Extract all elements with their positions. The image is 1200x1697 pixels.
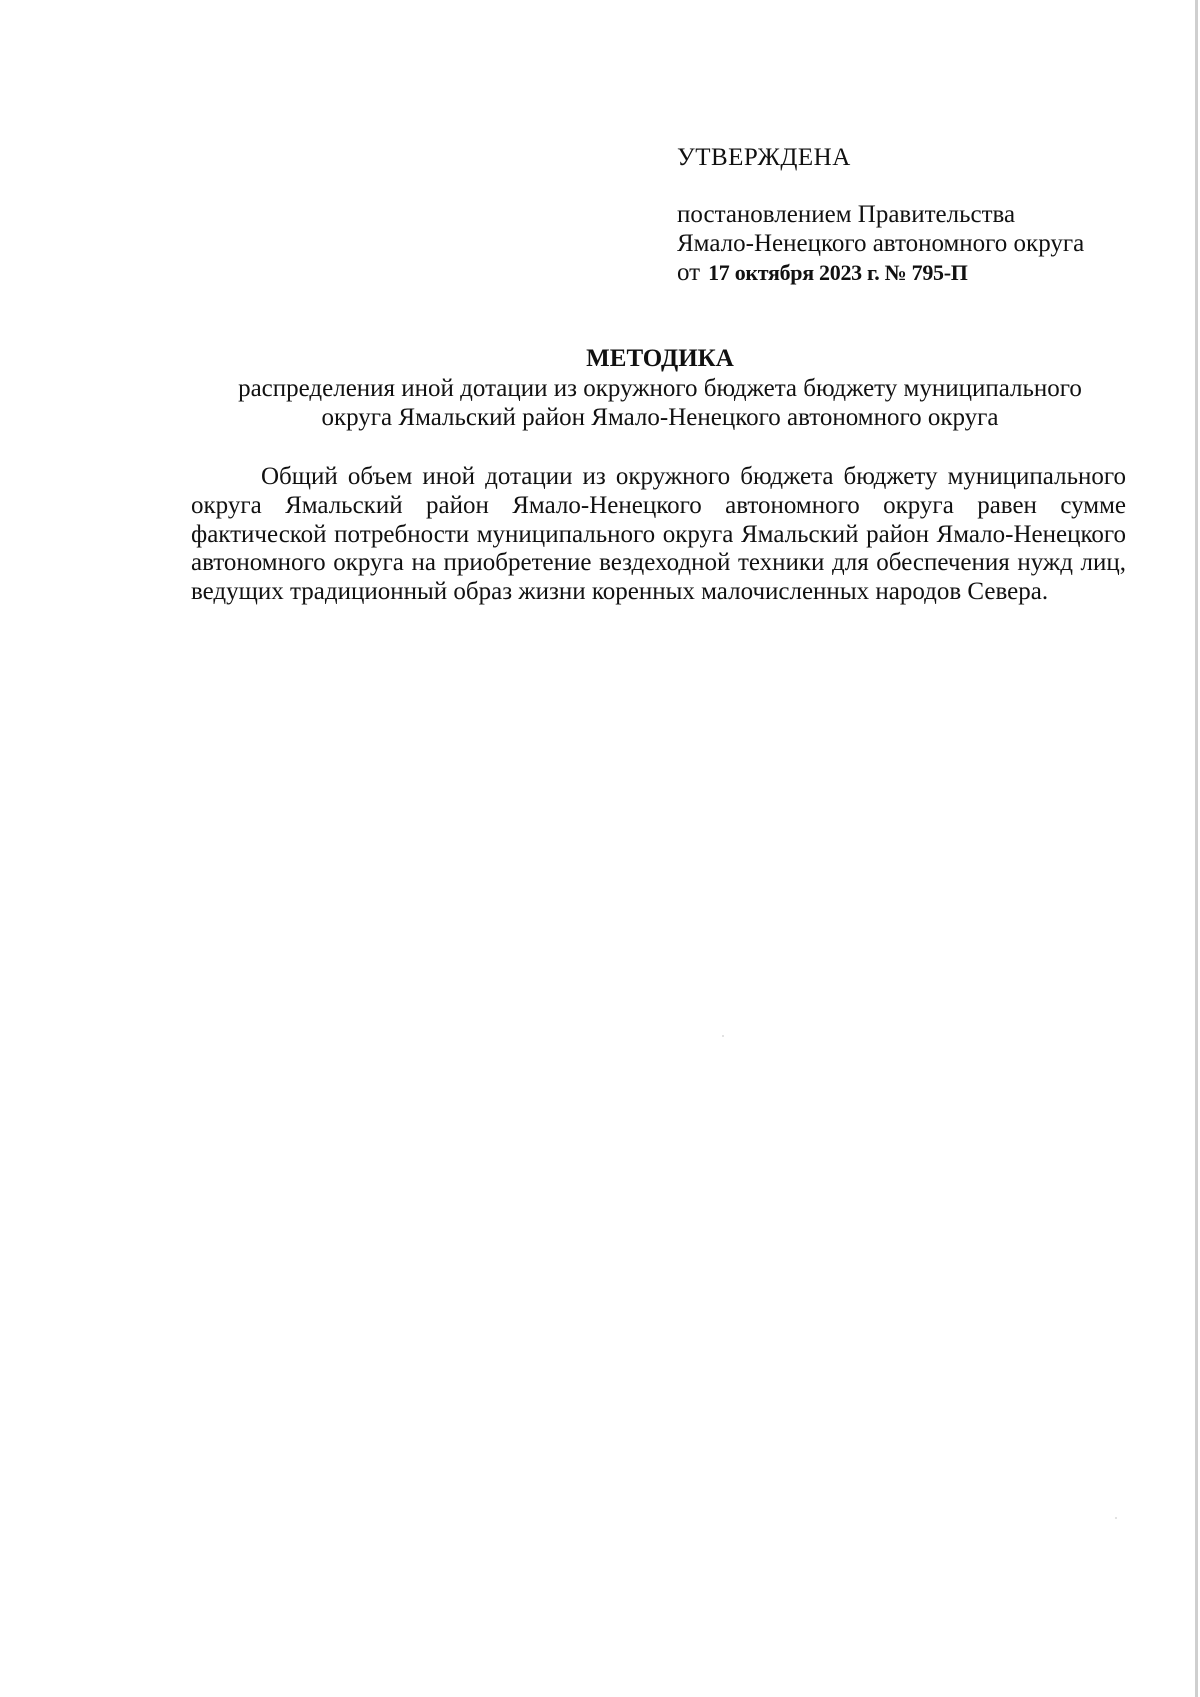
scan-artifact-dot [722,1035,724,1037]
document-title: МЕТОДИКА [586,345,734,372]
approval-line-region: Ямало-Ненецкого автономного округа [677,230,1085,257]
scan-edge-shadow [1195,0,1198,1697]
approval-date: 17 октября 2023 г. № 795-П [708,260,968,285]
approval-heading: УТВЕРЖДЕНА [677,144,851,171]
approval-line-resolution: постановлением Правительства [677,201,1016,228]
document-body-paragraph: Общий объем иной дотации из окружного бюджета бюджету муниципального округа Ямальский район Ямало-Ненецкого автономного округа равен сумме фактической потребности муниципального округа Ямальский район Ямало-Ненецкого автономного округа на приобретение вездеходной техники для обеспечения нужд лиц, ведущих традиционный образ жизни коренных малочисленных народов Севера. [191,463,1126,606]
document-title-block [190,344,1130,432]
document-subtitle-line-1: распределения иной дотации из окружного бюджета бюджету муниципального [238,375,1082,402]
scan-artifact-dot [1115,1517,1117,1519]
approval-date-prefix: от [677,259,701,286]
approval-stamp-block [677,143,1137,287]
document-subtitle-line-2: округа Ямальский район Ямало-Ненецкого автономного округа [321,404,999,431]
approval-date-line [677,258,1137,287]
